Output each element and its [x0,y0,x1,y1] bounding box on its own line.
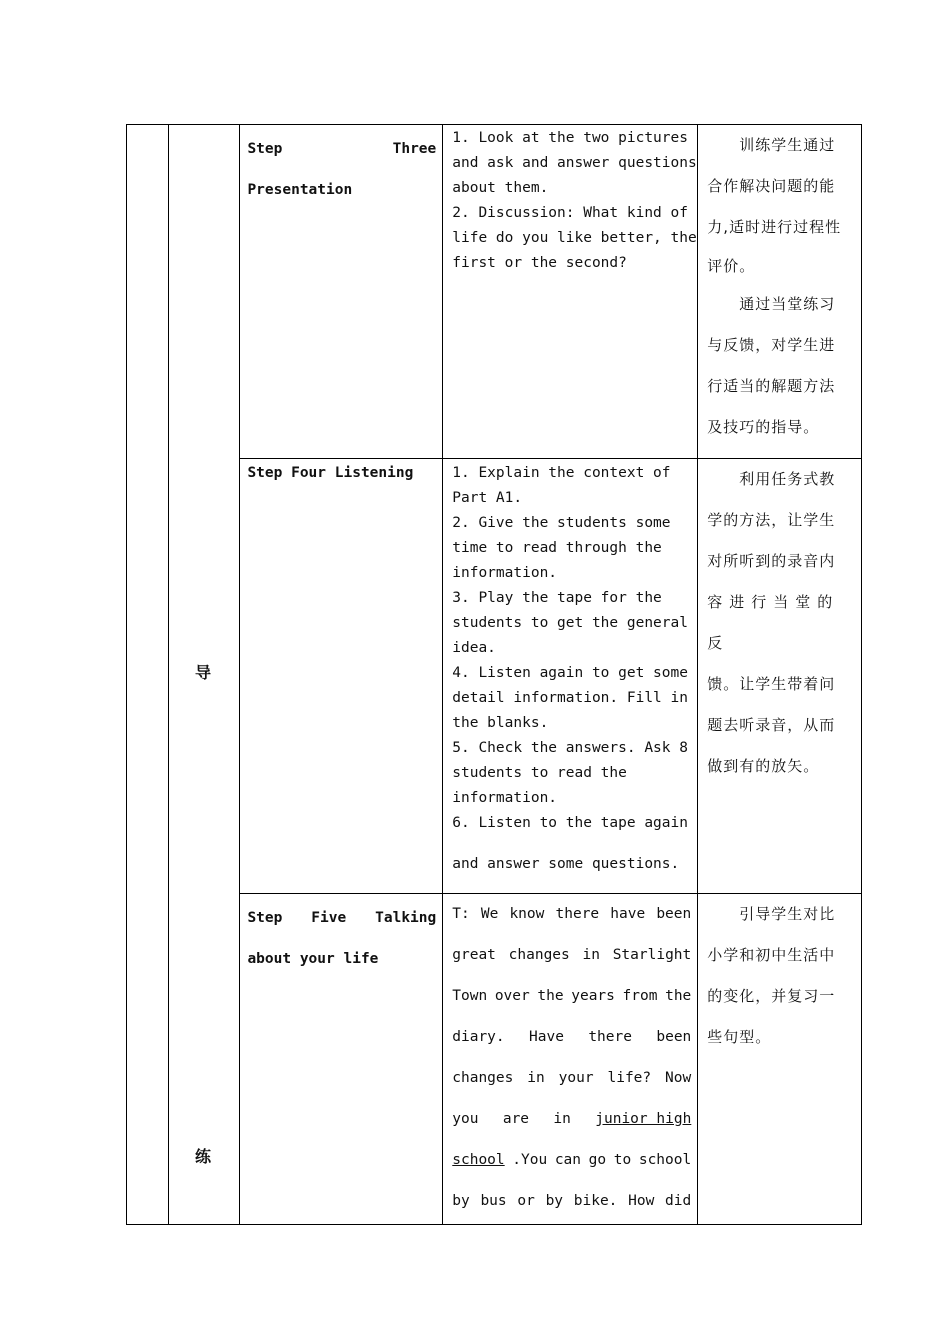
word: school [638,1152,692,1168]
content-line: the blanks. [452,715,549,731]
content-line: 1. Explain the context of [452,465,671,481]
word: Starlight [612,947,692,963]
word: in [553,1111,571,1127]
word: your [558,1070,594,1086]
content-line: information. [452,565,558,581]
step-title-part: about your life [247,951,379,967]
underlined-phrase: school [452,1152,505,1168]
content-cell [443,459,698,894]
aim-line: 学的方法，让学生 [707,511,836,529]
content-line: life do you like better, the [452,230,697,246]
step-title-part: Step [247,141,283,157]
content-line [452,1140,691,1181]
aim-cell [698,125,862,459]
stage-column-blank [127,125,169,1225]
word: We [480,906,499,922]
word: T: [452,906,470,922]
content-line [452,1017,691,1058]
step-title-part: Three [392,141,437,157]
step-cell [240,459,443,894]
step-title-part: Presentation [247,182,353,198]
lesson-plan-table [126,124,862,1225]
aim-line: 些句型。 [707,1028,772,1046]
aim-line: 题去听录音，从而 [707,716,836,734]
word: changes [452,1070,514,1086]
content-line [452,935,691,976]
word: great [452,947,496,963]
word: Now [665,1070,692,1086]
aim-line: 引导学生对比 [739,905,836,923]
word: to [613,1152,632,1168]
word: bus [480,1193,507,1209]
content-line: time to read through the [452,540,662,556]
content-line: Part A1. [452,490,523,506]
content-line: first or the second? [452,255,627,271]
content-line [452,976,691,1017]
word: in [582,947,600,963]
word: over [494,988,530,1004]
word: go [588,1152,607,1168]
content-line: 4. Listen again to get some [452,665,688,681]
step-cell [240,125,443,459]
content-line [452,894,691,935]
aim-line: 馈。让学生带着问 [707,675,836,693]
word: changes [508,947,570,963]
word: you [452,1111,479,1127]
word: Town [452,988,488,1004]
word: know [509,906,545,922]
aim-cell [698,459,862,894]
aim-line: 行适当的解题方法 [707,377,836,395]
content-cell [443,894,698,1225]
step-title: Step Four Listening [247,465,414,481]
content-cell [443,125,698,459]
aim-cell [698,894,862,1225]
word: been [656,906,692,922]
aim-line: 做到有的放矢。 [707,757,820,775]
aim-line: 对所听到的录音内 [707,552,836,570]
content-line: students to get the general [452,615,688,631]
content-line: 1. Look at the two pictures [452,130,688,146]
word: there [588,1029,632,1045]
word: Have [529,1029,564,1045]
aim-line: 通过当堂练习 [739,295,836,313]
word: years [571,988,615,1004]
word: did [665,1193,692,1209]
aim-line: 容进行当堂的反 [707,593,840,652]
content-line [452,1181,691,1222]
word: the [537,988,564,1004]
word: have [610,906,646,922]
aim-line: 与反馈，对学生进 [707,336,836,354]
content-line: 3. Play the tape for the [452,590,662,606]
word: the [665,988,692,1004]
content-line: 2. Give the students some [452,515,671,531]
word: been [656,1029,692,1045]
aim-line: 力,适时进行过程性 [707,218,842,236]
content-line [452,1099,691,1140]
word: life? [607,1070,652,1086]
aim-line: 合作解决问题的能 [707,177,836,195]
content-line: detail information. Fill in [452,690,688,706]
content-line: information. [452,790,558,806]
aim-line: 及技巧的指导。 [707,418,820,436]
word: by [545,1193,564,1209]
word: from [622,988,658,1004]
underlined-phrase: junior high [595,1111,692,1127]
word: or [517,1193,535,1209]
aim-line: 评价。 [707,257,756,275]
content-line: students to read the [452,765,627,781]
content-line [452,1058,691,1099]
step-title-part: Five [311,910,347,926]
content-line: 6. Listen to the tape again [452,815,688,831]
step-title-part: Step [247,910,283,926]
word: How [628,1193,655,1209]
stage-label: 导 [195,663,212,682]
word: can [554,1152,582,1168]
content-line: 5. Check the answers. Ask 8 [452,740,688,756]
content-line: and answer some questions. [452,856,680,872]
word: are [502,1111,530,1127]
aim-line: 利用任务式教 [739,470,836,488]
content-line: about them. [452,180,549,196]
content-line: idea. [452,640,496,656]
word: there [555,906,600,922]
word: bike. [573,1193,618,1209]
stage-label: 练 [195,1147,212,1166]
aim-line: 小学和初中生活中 [707,946,836,964]
aim-line: 的变化，并复习一 [707,987,836,1005]
step-title-part: Talking [375,910,437,926]
word: in [527,1070,545,1086]
aim-line: 训练学生通过 [739,136,836,154]
word: by [452,1193,470,1209]
content-line: and ask and answer questions [452,155,697,171]
word: diary. [452,1029,505,1045]
content-line: 2. Discussion: What kind of [452,205,688,221]
step-cell [240,894,443,1225]
table-row [127,125,862,459]
word: .You [512,1152,548,1168]
